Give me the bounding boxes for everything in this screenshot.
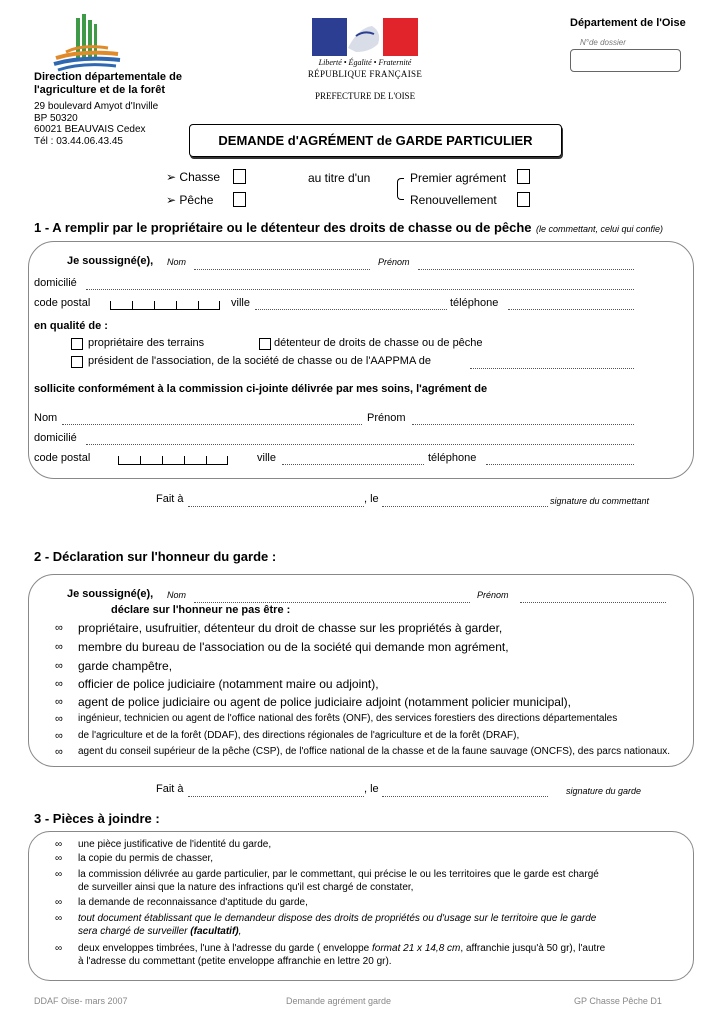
ville-label: ville	[231, 297, 250, 309]
piece-item-text: sera chargé de surveiller	[78, 926, 188, 937]
le-garde-label: , le	[364, 783, 379, 795]
prefecture-label: PREFECTURE DE L'OISE	[314, 91, 416, 101]
bullet-icon: ∞	[55, 696, 63, 708]
proprietaire-label: propriétaire des terrains	[88, 337, 205, 349]
section1-note: (le commettant, celui qui confie)	[535, 224, 664, 234]
nom-garde-label: Nom	[167, 590, 187, 600]
signature-garde-label: signature du garde	[566, 786, 642, 796]
ddaf-logo	[52, 14, 122, 74]
ville2-field[interactable]	[282, 453, 424, 465]
prenom-label: Prénom	[378, 257, 410, 267]
bullet-icon: ∞	[55, 622, 63, 634]
agency-name-line1: Direction départementale de	[34, 71, 182, 83]
le-label: , le	[364, 493, 379, 505]
piece-item: la commission délivrée au garde particulier, par le commettant, qui précise le ou les territoires que le garde est chargé	[78, 869, 599, 880]
renouvellement-checkbox[interactable]	[517, 192, 530, 207]
signature-commettant-label: signature du commettant	[550, 496, 650, 506]
code-postal2-label: code postal	[34, 452, 91, 464]
peche-text: Pêche	[179, 193, 214, 207]
detenteur-checkbox[interactable]	[259, 338, 271, 350]
fait-a-label: Fait à	[156, 493, 184, 505]
declare-label: déclare sur l'honneur ne pas être :	[111, 604, 291, 616]
punctuation: ,	[238, 926, 242, 937]
chasse-text: Chasse	[179, 170, 221, 184]
qualite-label: en qualité de :	[34, 320, 108, 332]
section1-title: 1 - A remplir par le propriétaire ou le détenteur des droits de chasse ou de pêche	[34, 220, 532, 235]
declaration-item: agent du conseil supérieur de la pêche (CSP), de l'office national de la chasse et de la faune sauvage (ONCFS), des parcs nationaux.	[78, 746, 671, 757]
department-label: Département de l'Oise	[570, 17, 686, 29]
soussigne2-label: Je soussigné(e),	[67, 588, 154, 600]
sollicite-label: sollicite conformément à la commission ci-jointe délivrée par mes soins, l'agrément de	[34, 383, 488, 395]
code-postal2-field[interactable]	[118, 454, 228, 465]
piece-item: la copie du permis de chasser,	[78, 853, 214, 864]
telephone-label: téléphone	[450, 297, 499, 309]
fait-a-garde-label: Fait à	[156, 783, 184, 795]
bullet-icon: ∞	[55, 913, 63, 924]
premier-agrement-checkbox[interactable]	[517, 169, 530, 184]
prenom2-field[interactable]	[412, 413, 634, 425]
proprietaire-checkbox[interactable]	[71, 338, 83, 350]
piece-item: la demande de reconnaissance d'aptitude du garde,	[78, 897, 308, 908]
nom-field[interactable]	[194, 258, 370, 270]
declaration-item: officier de police judiciaire (notamment maire ou adjoint),	[78, 677, 379, 691]
chasse-checkbox[interactable]	[233, 169, 246, 184]
bullet-icon: ∞	[55, 897, 63, 908]
agency-address-line3: 60021 BEAUVAIS Cedex	[34, 124, 146, 135]
premier-agrement-label: Premier agrément	[410, 171, 507, 185]
bullet-icon: ∞	[55, 746, 63, 758]
au-titre-label: au titre d'un	[308, 171, 371, 185]
bracket	[397, 178, 404, 200]
domicilie-label: domicilié	[34, 277, 77, 289]
footer-center: Demande agrément garde	[286, 996, 392, 1006]
bullet-icon: ∞	[55, 853, 63, 864]
date-garde-field[interactable]	[382, 785, 548, 797]
arrow-icon: ➢	[166, 193, 177, 207]
piece-item-continued	[78, 926, 241, 937]
prenom-garde-label: Prénom	[477, 590, 509, 600]
piece-item-text: deux enveloppes timbrées, l'une à l'adresse du garde ( enveloppe	[78, 943, 370, 954]
format-text: format 21 x 14,8 cm	[372, 943, 461, 954]
declaration-item: membre du bureau de l'association ou de la société qui demande mon agrément,	[78, 640, 509, 654]
association-field[interactable]	[470, 357, 634, 369]
fait-a-garde-field[interactable]	[188, 785, 364, 797]
prenom2-label: Prénom	[367, 412, 406, 424]
agency-address-line2: BP 50320	[34, 112, 78, 124]
peche-checkbox[interactable]	[233, 192, 246, 207]
bullet-icon: ∞	[55, 730, 63, 742]
bullet-icon: ∞	[55, 713, 63, 725]
fait-a-field[interactable]	[188, 495, 364, 507]
piece-item: tout document établissant que le demandeur dispose des droits de propriétés ou d'usage sur le territoire que le garde	[78, 913, 597, 924]
nom2-label: Nom	[34, 412, 58, 424]
ville-field[interactable]	[255, 298, 447, 310]
telephone2-field[interactable]	[486, 453, 634, 465]
renouvellement-label: Renouvellement	[410, 193, 497, 207]
declaration-item: ingénieur, technicien ou agent de l'office national des forêts (ONF), des services forestiers des directions départementales	[78, 713, 618, 724]
president-checkbox[interactable]	[71, 356, 83, 368]
nom-garde-field[interactable]	[194, 591, 470, 603]
bullet-icon: ∞	[55, 839, 63, 850]
telephone2-label: téléphone	[428, 452, 477, 464]
marianne-logo	[312, 18, 418, 56]
prenom-garde-field[interactable]	[520, 591, 666, 603]
agency-phone: Tél : 03.44.06.43.45	[34, 135, 123, 147]
detenteur-label: détenteur de droits de chasse ou de pêche	[274, 337, 483, 349]
agency-address-line1: 29 boulevard Amyot d'Inville	[34, 101, 159, 112]
form-title	[189, 124, 562, 157]
footer-left: DDAF Oise- mars 2007	[34, 996, 128, 1006]
dossier-number-field[interactable]	[570, 49, 681, 72]
section2-heading: 2 - Déclaration sur l'honneur du garde :	[34, 549, 277, 564]
facultatif-text: (facultatif)	[190, 926, 239, 937]
ville2-label: ville	[257, 452, 276, 464]
declaration-item: propriétaire, usufruitier, détenteur du droit de chasse sur les propriétés à garder,	[78, 621, 503, 635]
declaration-item: de l'agriculture et de la forêt (DDAF), des directions régionales de l'agriculture et de la forêt (DRAF),	[78, 730, 520, 741]
domicilie2-field[interactable]	[86, 433, 634, 445]
code-postal-field[interactable]	[110, 299, 220, 310]
piece-item	[78, 943, 605, 954]
bullet-icon: ∞	[55, 869, 63, 880]
bullet-icon: ∞	[55, 641, 63, 653]
declaration-item: garde champêtre,	[78, 659, 173, 673]
domicilie-field[interactable]	[86, 278, 634, 290]
piece-item-text: , affranchie jusqu'à 50 gr), l'autre	[460, 943, 606, 954]
nom-label: Nom	[167, 257, 187, 267]
telephone-field[interactable]	[508, 298, 634, 310]
republic-label: RÉPUBLIQUE FRANÇAISE	[307, 69, 423, 79]
footer-right: GP Chasse Pêche D1	[574, 996, 662, 1006]
dossier-number-label: N°de dossier	[580, 38, 626, 47]
section1-heading	[34, 219, 663, 237]
agency-name-line2: l'agriculture et de la forêt	[34, 84, 165, 96]
piece-item: une pièce justificative de l'identité du garde,	[78, 839, 272, 850]
nom2-field[interactable]	[62, 413, 362, 425]
piece-item-continued: à l'adresse du commettant (petite enveloppe affranchie en lettre 20 gr).	[78, 956, 392, 967]
prenom-field[interactable]	[418, 258, 634, 270]
domicilie2-label: domicilié	[34, 432, 77, 444]
bullet-icon: ∞	[55, 660, 63, 672]
president-label: président de l'association, de la société de chasse ou de l'AAPPMA de	[88, 355, 431, 367]
section3-heading: 3 - Pièces à joindre :	[34, 811, 160, 826]
motto: Liberté • Égalité • Fraternité	[318, 58, 412, 67]
bullet-icon: ∞	[55, 678, 63, 690]
soussigne-label: Je soussigné(e),	[67, 255, 154, 267]
bullet-icon: ∞	[55, 943, 63, 954]
option-peche-label	[166, 193, 213, 207]
arrow-icon: ➢	[166, 170, 177, 184]
option-chasse-label	[166, 170, 220, 184]
form-title-text: DEMANDE d'AGRÉMENT de GARDE PARTICULIER	[218, 133, 533, 148]
date-field[interactable]	[382, 495, 548, 507]
code-postal-label: code postal	[34, 297, 91, 309]
piece-item-continued: de surveiller ainsi que la nature des infractions qu'il est chargé de constater,	[78, 882, 414, 893]
declaration-item: agent de police judiciaire ou agent de police judiciaire adjoint (notamment policier municipal),	[78, 695, 571, 709]
